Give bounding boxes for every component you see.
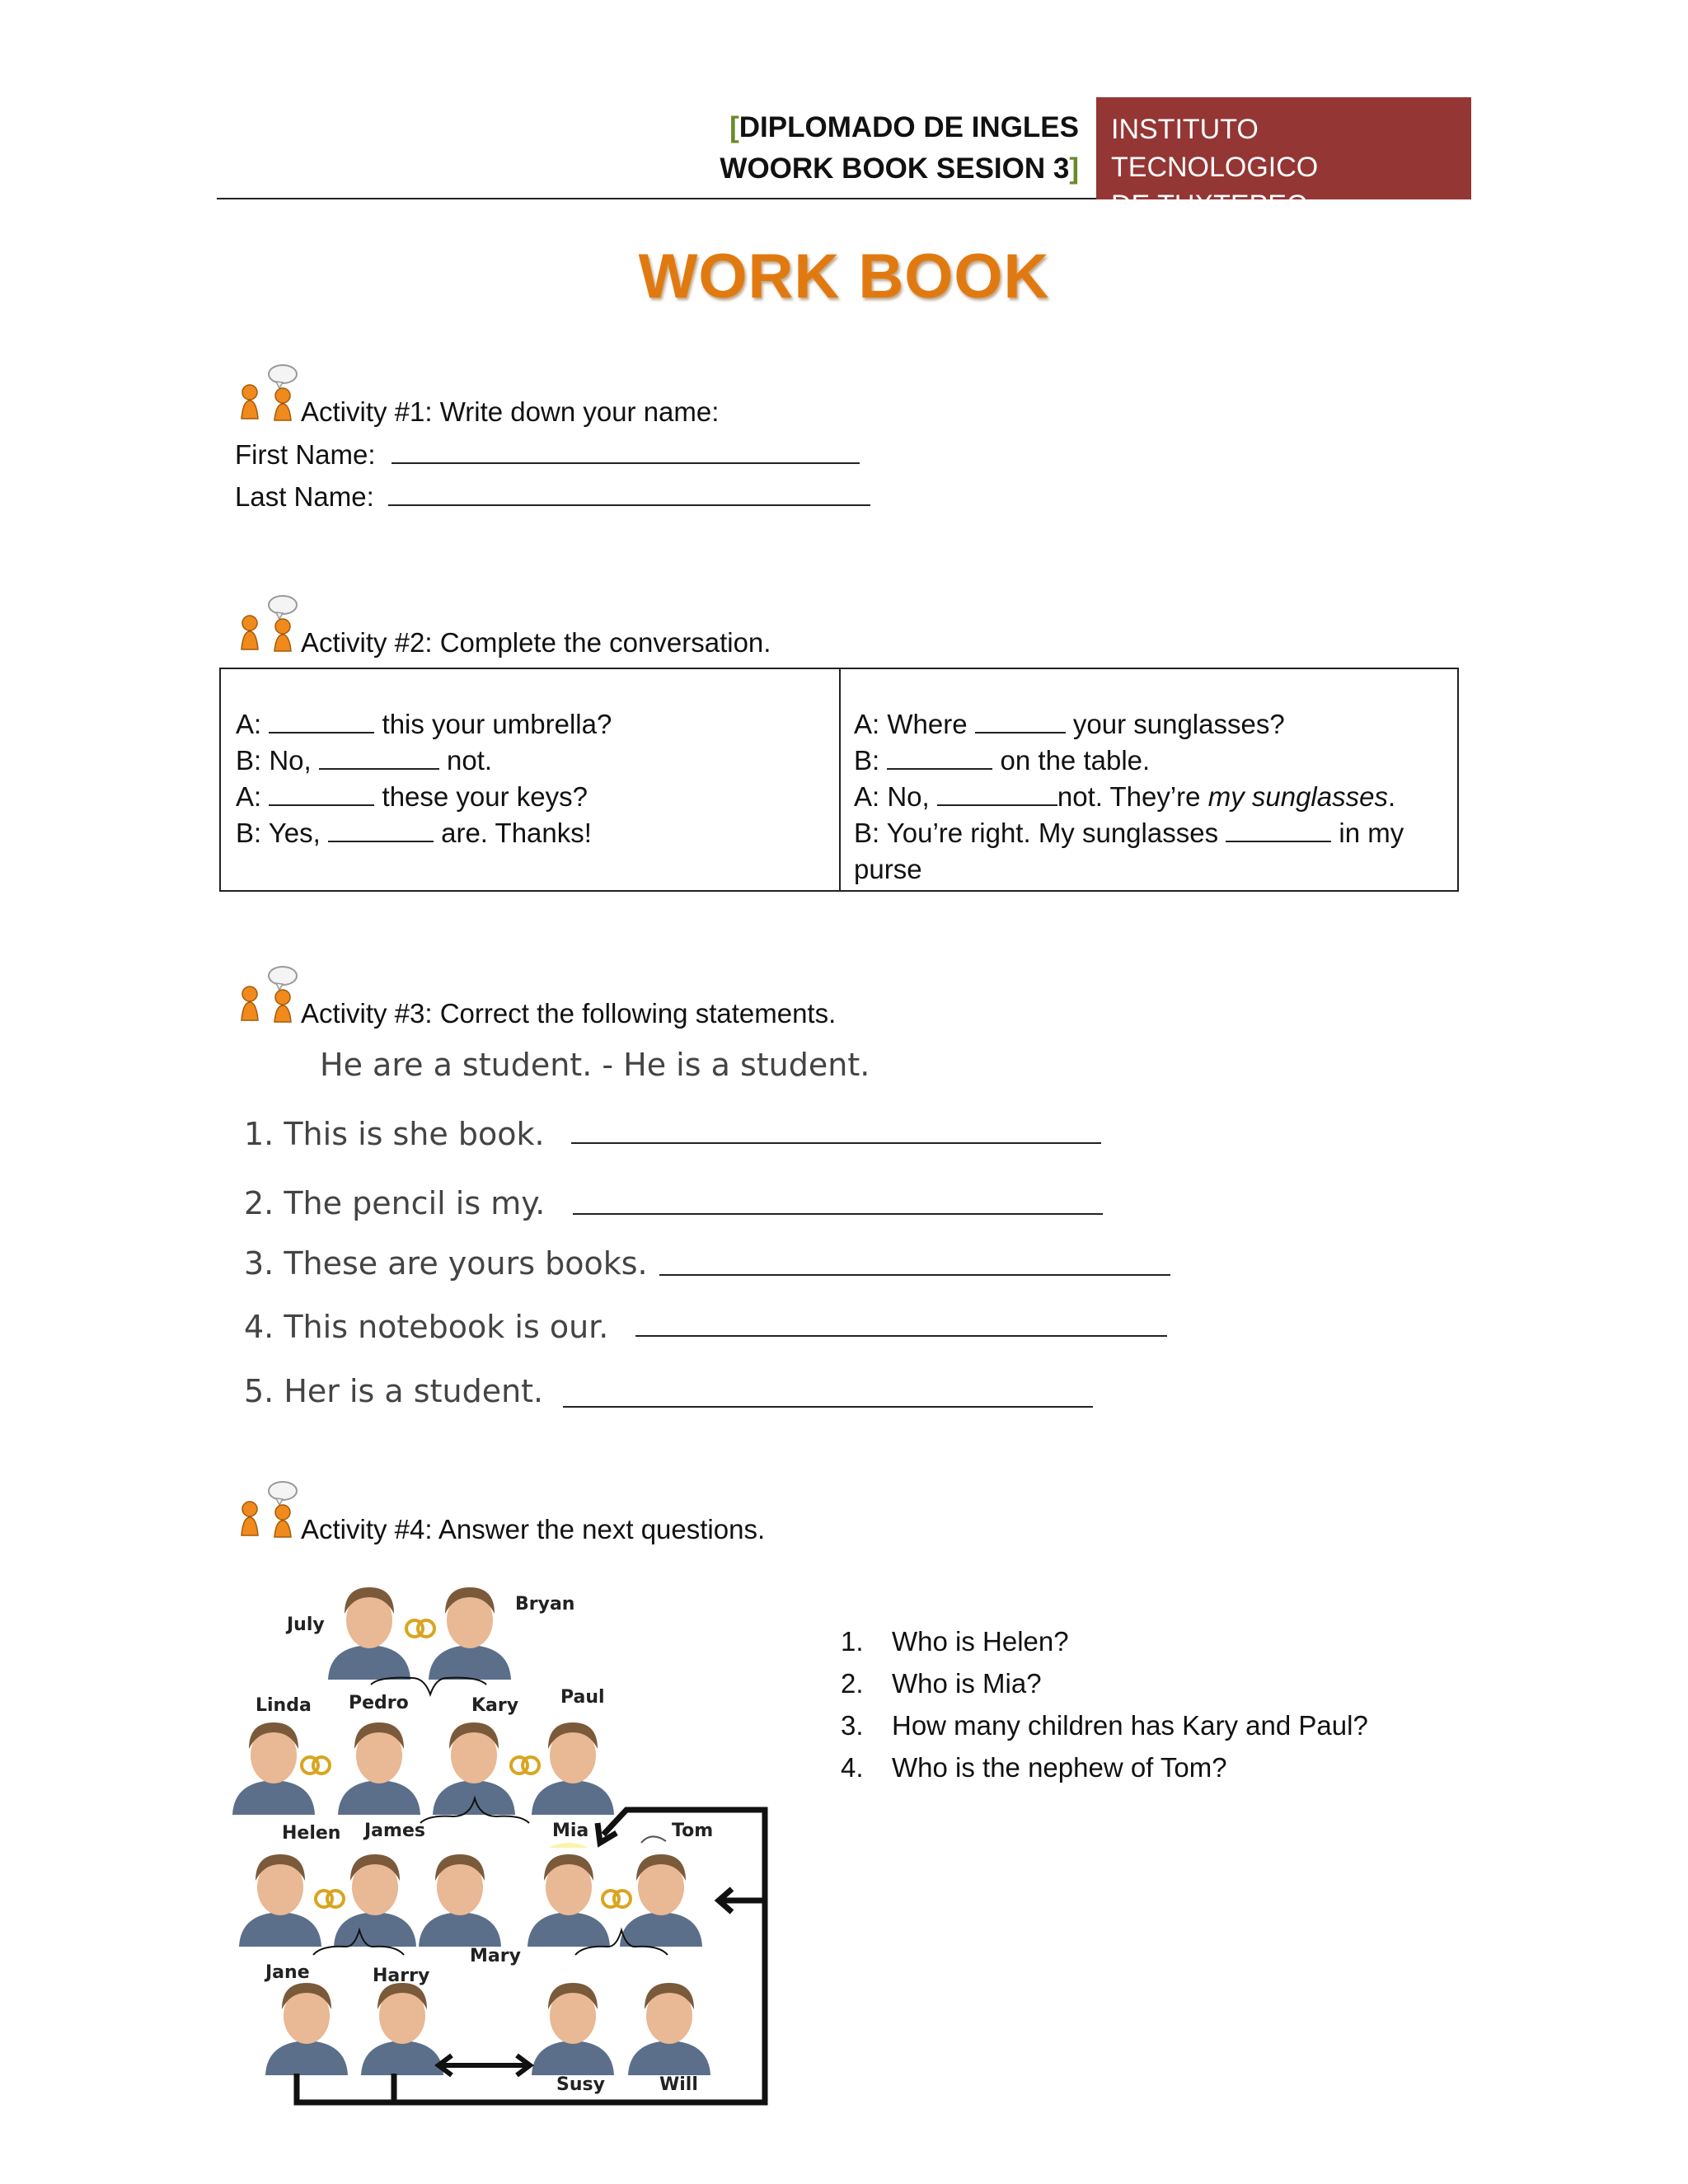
two-people-speech-icon — [233, 363, 299, 422]
last-name-field[interactable] — [388, 480, 870, 506]
institution-line-2: DE TUXTEPEC — [1111, 190, 1307, 221]
statement-5: 5. Her is a student. — [244, 1373, 544, 1409]
name-jane: Jane — [265, 1962, 310, 1983]
conv-line: A: this your umbrella? — [236, 709, 612, 739]
name-helen: Helen — [282, 1823, 341, 1844]
answer-blank[interactable] — [975, 707, 1066, 733]
name-pedro: Pedro — [349, 1693, 409, 1713]
first-name-row — [235, 437, 860, 473]
first-name-field[interactable] — [392, 438, 860, 464]
portrait-susy — [530, 1976, 616, 2075]
name-july: July — [287, 1615, 325, 1635]
first-name-label: First Name: — [235, 439, 376, 470]
name-harry: Harry — [373, 1966, 430, 1986]
conv-line: B: You’re right. My sunglasses in my — [854, 818, 1404, 848]
name-will: Will — [659, 2074, 698, 2095]
example-sentence: He are a student. - He is a student. — [320, 1047, 870, 1083]
statement-1: 1. This is she book. — [244, 1116, 545, 1152]
name-susy: Susy — [556, 2074, 605, 2095]
answer-blank[interactable] — [887, 743, 992, 770]
statement-4: 4. This notebook is our. — [244, 1309, 609, 1345]
question-list — [841, 1620, 1368, 1788]
portrait-linda — [231, 1716, 316, 1815]
name-mia: Mia — [552, 1821, 589, 1841]
portrait-mia — [526, 1848, 612, 1947]
header-divider — [217, 198, 1096, 199]
answer-line-4[interactable] — [635, 1335, 1167, 1337]
name-linda: Linda — [256, 1695, 312, 1716]
portrait-jane — [264, 1976, 349, 2075]
name-james: James — [364, 1821, 425, 1841]
two-people-speech-icon — [233, 593, 299, 653]
header-course-title — [720, 107, 1079, 190]
answer-line-1[interactable] — [571, 1142, 1101, 1144]
question-item: 3. How many children has Kary and Paul? — [841, 1710, 1368, 1741]
answer-blank[interactable] — [319, 743, 439, 770]
answer-line-2[interactable] — [573, 1213, 1103, 1215]
portrait-paul — [530, 1716, 616, 1815]
statement-2: 2. The pencil is my. — [244, 1185, 546, 1221]
activity-1-heading: Activity #1: Write down your name: — [301, 396, 720, 427]
conversation-left — [236, 706, 612, 851]
conversation-table — [219, 668, 1459, 892]
question-item: 1. Who is Helen? — [841, 1626, 1069, 1657]
conv-line: B: on the table. — [854, 745, 1151, 776]
name-paul: Paul — [560, 1687, 605, 1708]
portrait-helen — [237, 1848, 323, 1947]
table-divider — [839, 669, 841, 890]
name-bryan: Bryan — [515, 1594, 575, 1615]
statement-3: 3. These are yours books. — [244, 1245, 648, 1282]
institution-line-1: INSTITUTO TECNOLOGICO — [1111, 114, 1319, 183]
last-name-row — [235, 479, 870, 515]
portrait-july — [326, 1581, 412, 1680]
answer-line-5[interactable] — [563, 1406, 1093, 1408]
page-title: WORK BOOK — [638, 241, 1050, 312]
portrait-mary — [417, 1848, 503, 1947]
answer-blank[interactable] — [269, 707, 374, 733]
conv-line: A: Where your sunglasses? — [854, 709, 1285, 739]
answer-line-3[interactable] — [659, 1274, 1170, 1276]
conv-line: A: No, not. They’re my sunglasses. — [854, 781, 1396, 812]
activity-3-heading: Activity #3: Correct the following statements. — [301, 998, 837, 1029]
institution-box — [1096, 97, 1471, 221]
portrait-will — [626, 1976, 712, 2075]
answer-blank[interactable] — [269, 780, 374, 806]
family-tree-illustration — [231, 1571, 775, 2115]
two-people-speech-icon — [233, 1479, 299, 1539]
portrait-harry — [359, 1976, 445, 2075]
activity-4-heading: Activity #4: Answer the next questions. — [301, 1514, 766, 1544]
header-line-2: WOORK BOOK SESION 3] — [720, 152, 1079, 185]
conv-line: B: Yes, are. Thanks! — [236, 818, 592, 848]
header-line-1: [DIPLOMADO DE INGLES — [729, 111, 1079, 143]
last-name-label: Last Name: — [235, 481, 374, 512]
portrait-bryan — [427, 1581, 513, 1680]
name-tom: Tom — [672, 1821, 714, 1841]
two-people-speech-icon — [233, 964, 299, 1024]
answer-blank[interactable] — [937, 780, 1057, 806]
activity-2-heading: Activity #2: Complete the conversation. — [301, 627, 771, 658]
name-kary: Kary — [471, 1695, 519, 1716]
question-item: 4. Who is the nephew of Tom? — [841, 1752, 1227, 1783]
conv-line: purse — [854, 854, 922, 884]
answer-blank[interactable] — [1226, 816, 1331, 842]
conv-line: B: No, not. — [236, 745, 493, 776]
question-item: 2. Who is Mia? — [841, 1668, 1042, 1699]
portrait-pedro — [336, 1716, 422, 1815]
conv-line: A: these your keys? — [236, 781, 588, 812]
name-mary: Mary — [470, 1946, 521, 1966]
answer-blank[interactable] — [328, 816, 434, 842]
conversation-right — [854, 706, 1404, 888]
